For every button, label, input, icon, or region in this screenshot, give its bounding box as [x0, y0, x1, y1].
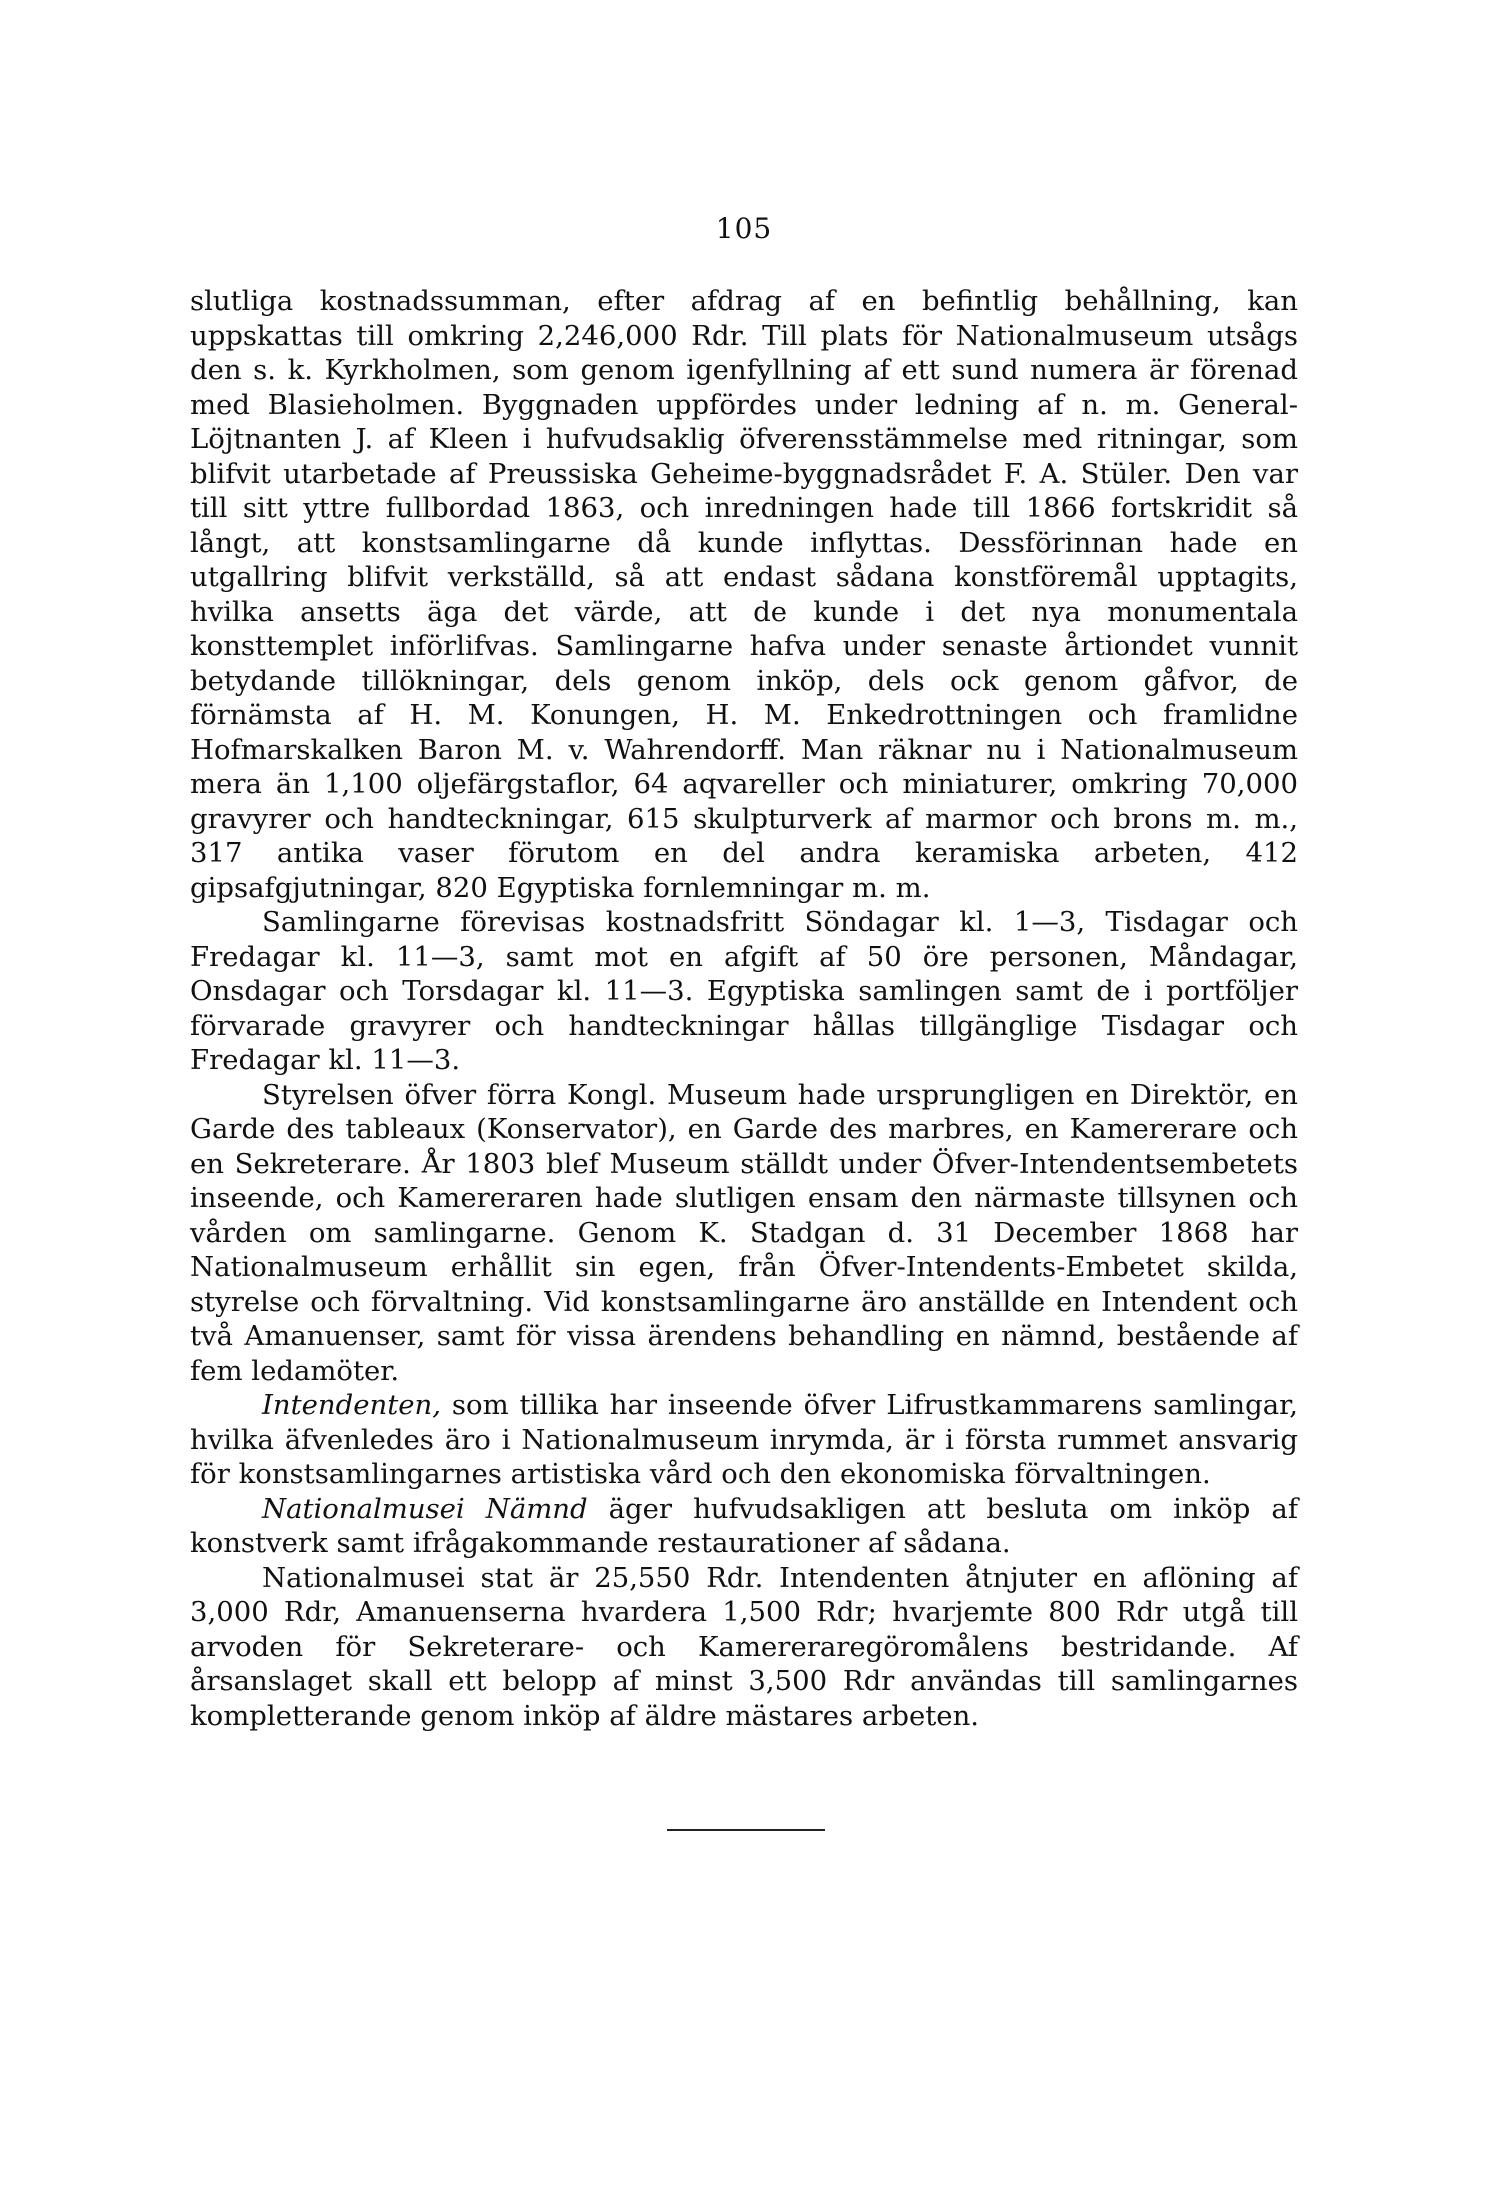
paragraph-administration: Styrelsen öfver förra Kongl. Museum hade ursprungligen en Direktör, en Garde des tableaux (Konservator), en Garde des marbres, en Kamererare och en Sekreterare. År 1803 blef Museum ställdt under Öfver-Intendentsembetets inseende, och Kamereraren hade slutligen ensam den närmaste tillsynen och vården om samlingarne. Genom K. Stadgan d. 31 December 1868 har Nationalmuseum erhållit sin egen, från Öfver-Intendents-Embetet skilda, styrelse och förvaltning. Vid konstsamlingarne äro anställde en Intendent och två Amanuenser, samt för vissa ärendens behandling en nämnd, bestående af fem ledamöter.: [190, 1078, 1298, 1387]
body-text: [190, 284, 1298, 1733]
paragraph-intendent-text: som tillika har inseende öfver Lifrustkammarens samlingar, hvilka äfvenledes äro i Nationalmuseum inrymda, är i första rummet ansvarig för konstsamlingarnes artistiska vård och den ekonomiska förvaltningen.: [190, 1389, 1298, 1490]
paragraph-budget: Nationalmusei stat är 25,550 Rdr. Intendenten åtnjuter en aflöning af 3,000 Rdr, Amanuenserna hvardera 1,500 Rdr; hvarjemte 800 Rdr utgå till arvoden för Sekreterare- och Kamereraregöromålens bestridande. Af årsanslaget skall ett belopp af minst 3,500 Rdr användas till samlingarnes kompletterande genom inköp af äldre mästares arbeten.: [190, 1561, 1298, 1732]
section-end-rule: [667, 1829, 825, 1831]
paragraph-namnd: [190, 1492, 1298, 1561]
term-intendenten: Intendenten,: [262, 1389, 441, 1421]
term-nationalmusei-namnd: Nationalmusei Nämnd: [262, 1492, 588, 1525]
paragraph-intendent: [190, 1388, 1298, 1492]
paragraph-namnd-text: äger hufvudsakligen att besluta om inköp af konstverk samt ifrågakommande restaurationer af sådana.: [190, 1492, 1298, 1559]
paragraph-opening-hours: Samlingarne förevisas kostnadsfritt Söndagar kl. 1—3, Tisdagar och Fredagar kl. 11—3, samt mot en afgift af 50 öre personen, Måndagar, Onsdagar och Torsdagar kl. 11—3. Egyptiska samlingen samt de i portföljer förvarade gravyrer och handteckningar hållas tillgänglige Tisdagar och Fredagar kl. 11—3.: [190, 906, 1298, 1076]
paragraph-museum-building: slutliga kostnadssumman, efter afdrag af en befintlig behållning, kan uppskattas till omkring 2,246,000 Rdr. Till plats för Nationalmuseum utsågs den s. k. Kyrkholmen, som genom igenfyllning af ett sund numera är förenad med Blasieholmen. Byggnaden uppfördes under ledning af n. m. General-Löjtnanten J. af Kleen i hufvudsaklig öfverensstämmelse med ritningar, som blifvit utarbetade af Preussiska Geheime-byggnadsrådet F. A. Stüler. Den var till sitt yttre fullbordad 1863, och inredningen hade till 1866 fortskridit så långt, att konstsamlingarne då kunde inflyttas. Dessförinnan hade en utgallring blifvit verkställd, så att endast sådana konstföremål upptagits, hvilka ansetts äga det värde, att de kunde i det nya monumentala konsttemplet införlifvas. Samlingarne hafva under senaste årtiondet vunnit betydande tillökningar, dels genom inköp, dels ock genom gåfvor, de förnämsta af H. M. Konungen, H. M. Enkedrottningen och framlidne Hofmarskalken Baron M. v. Wahrendorff. Man räknar nu i Nationalmuseum mera än 1,100 oljefärgstaflor, 64 aqvareller och miniaturer, omkring 70,000 gravyrer och handteckningar, 615 skulpturverk af marmor och brons m. m., 317 antika vaser förutom en del andra keramiska arbeten, 412 gipsafgjutningar, 820 Egyptiska fornlemningar m. m.: [190, 285, 1298, 904]
page-number: 105: [715, 212, 773, 245]
